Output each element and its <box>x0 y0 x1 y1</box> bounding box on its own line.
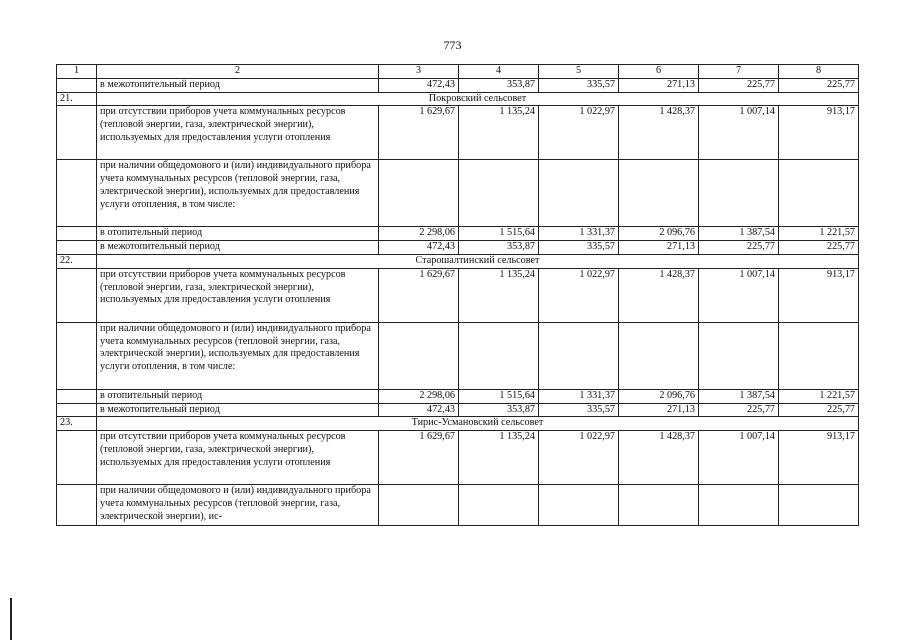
table-row <box>57 160 859 227</box>
cell-value: 472,43 <box>379 78 459 92</box>
cell-value: 1 428,37 <box>619 268 699 322</box>
cell-value: 1 022,97 <box>539 431 619 485</box>
scan-edge-mark <box>10 598 12 640</box>
header-col-5: 5 <box>539 65 619 79</box>
section-title: Старошалтинский сельсовет <box>97 254 859 268</box>
table-row <box>57 403 859 417</box>
header-col-2: 2 <box>97 65 379 79</box>
tariff-table <box>56 64 859 526</box>
section-number: 22. <box>57 254 97 268</box>
cell-value: 913,17 <box>779 106 859 160</box>
cell-value: 1 428,37 <box>619 431 699 485</box>
cell-value: 2 298,06 <box>379 227 459 241</box>
header-col-7: 7 <box>699 65 779 79</box>
header-col-4: 4 <box>459 65 539 79</box>
section-title: Покровский сельсовет <box>97 92 859 106</box>
cell-value: 1 022,97 <box>539 268 619 322</box>
cell-value: 225,77 <box>779 403 859 417</box>
section-header-row <box>57 92 859 106</box>
table-row <box>57 268 859 322</box>
section-number: 23. <box>57 417 97 431</box>
section-header-row <box>57 417 859 431</box>
cell-value: 472,43 <box>379 403 459 417</box>
page-number: 773 <box>443 38 462 52</box>
cell-value: 271,13 <box>619 403 699 417</box>
cell-value: 335,57 <box>539 403 619 417</box>
table-row <box>57 227 859 241</box>
cell-value: 1 331,37 <box>539 227 619 241</box>
table-row <box>57 106 859 160</box>
row-label: в межотопительный период <box>97 78 379 92</box>
row-label: при наличии общедомового и (или) индивидуального прибора учета коммунальных ресурсов (тепловой энергии, газа, электрической энергии), используемых для предоставления услуги отопления, в том числе: <box>97 160 379 227</box>
cell-value: 1 629,67 <box>379 431 459 485</box>
cell-value: 271,13 <box>619 78 699 92</box>
header-col-3: 3 <box>379 65 459 79</box>
cell-value: 1 135,24 <box>459 431 539 485</box>
cell-value: 1 022,97 <box>539 106 619 160</box>
table-row <box>57 431 859 485</box>
cell-value: 1 387,54 <box>699 389 779 403</box>
cell-value: 1 007,14 <box>699 431 779 485</box>
cell-value: 335,57 <box>539 241 619 255</box>
row-label: при отсутствии приборов учета коммунальных ресурсов (тепловой энергии, газа, электрической энергии), используемых для предоставления услуги отопления <box>97 431 379 485</box>
header-col-6: 6 <box>619 65 699 79</box>
cell-value: 1 428,37 <box>619 106 699 160</box>
cell-value: 353,87 <box>459 403 539 417</box>
cell-value: 1 135,24 <box>459 106 539 160</box>
table-row <box>57 78 859 92</box>
section-title: Тирис-Усмановский сельсовет <box>97 417 859 431</box>
cell-value: 353,87 <box>459 241 539 255</box>
cell-value: 1 221,57 <box>779 227 859 241</box>
table-row <box>57 389 859 403</box>
cell-value: 1 135,24 <box>459 268 539 322</box>
header-col-8: 8 <box>779 65 859 79</box>
row-label: при отсутствии приборов учета коммунальных ресурсов (тепловой энергии, газа, электрической энергии), используемых для предоставления услуги отопления <box>97 268 379 322</box>
cell-value: 1 007,14 <box>699 268 779 322</box>
cell-value: 2 096,76 <box>619 389 699 403</box>
cell-value: 1 629,67 <box>379 106 459 160</box>
cell-value: 225,77 <box>779 241 859 255</box>
cell-value: 335,57 <box>539 78 619 92</box>
cell-value: 1 515,64 <box>459 389 539 403</box>
row-label: в отопительный период <box>97 389 379 403</box>
table-row <box>57 485 859 526</box>
row-label: при наличии общедомового и (или) индивидуального прибора учета коммунальных ресурсов (тепловой энергии, газа, электрической энергии), используемых для предоставления услуги отопления, в том числе: <box>97 322 379 389</box>
cell-value: 913,17 <box>779 268 859 322</box>
table-row <box>57 241 859 255</box>
cell-value: 225,77 <box>699 241 779 255</box>
cell-value: 1 331,37 <box>539 389 619 403</box>
cell-value: 2 096,76 <box>619 227 699 241</box>
header-col-1: 1 <box>57 65 97 79</box>
cell-value: 913,17 <box>779 431 859 485</box>
cell-value: 1 007,14 <box>699 106 779 160</box>
cell-value: 225,77 <box>779 78 859 92</box>
row-label: в межотопительный период <box>97 403 379 417</box>
cell-value: 2 298,06 <box>379 389 459 403</box>
row-label: при наличии общедомового и (или) индивидуального прибора учета коммунальных ресурсов (тепловой энергии, газа, электрической энергии), ис- <box>97 485 379 526</box>
cell-value: 271,13 <box>619 241 699 255</box>
cell-value: 225,77 <box>699 403 779 417</box>
section-header-row <box>57 254 859 268</box>
row-label: в межотопительный период <box>97 241 379 255</box>
row-label: при отсутствии приборов учета коммунальных ресурсов (тепловой энергии, газа, электрической энергии), используемых для предоставления услуги отопления <box>97 106 379 160</box>
cell-value: 472,43 <box>379 241 459 255</box>
header-row <box>57 65 859 79</box>
cell-value: 1 515,64 <box>459 227 539 241</box>
cell-value: 353,87 <box>459 78 539 92</box>
row-label: в отопительный период <box>97 227 379 241</box>
table-row <box>57 322 859 389</box>
cell-value: 1 221,57 <box>779 389 859 403</box>
section-number: 21. <box>57 92 97 106</box>
cell-value: 225,77 <box>699 78 779 92</box>
cell-value: 1 387,54 <box>699 227 779 241</box>
cell-value: 1 629,67 <box>379 268 459 322</box>
